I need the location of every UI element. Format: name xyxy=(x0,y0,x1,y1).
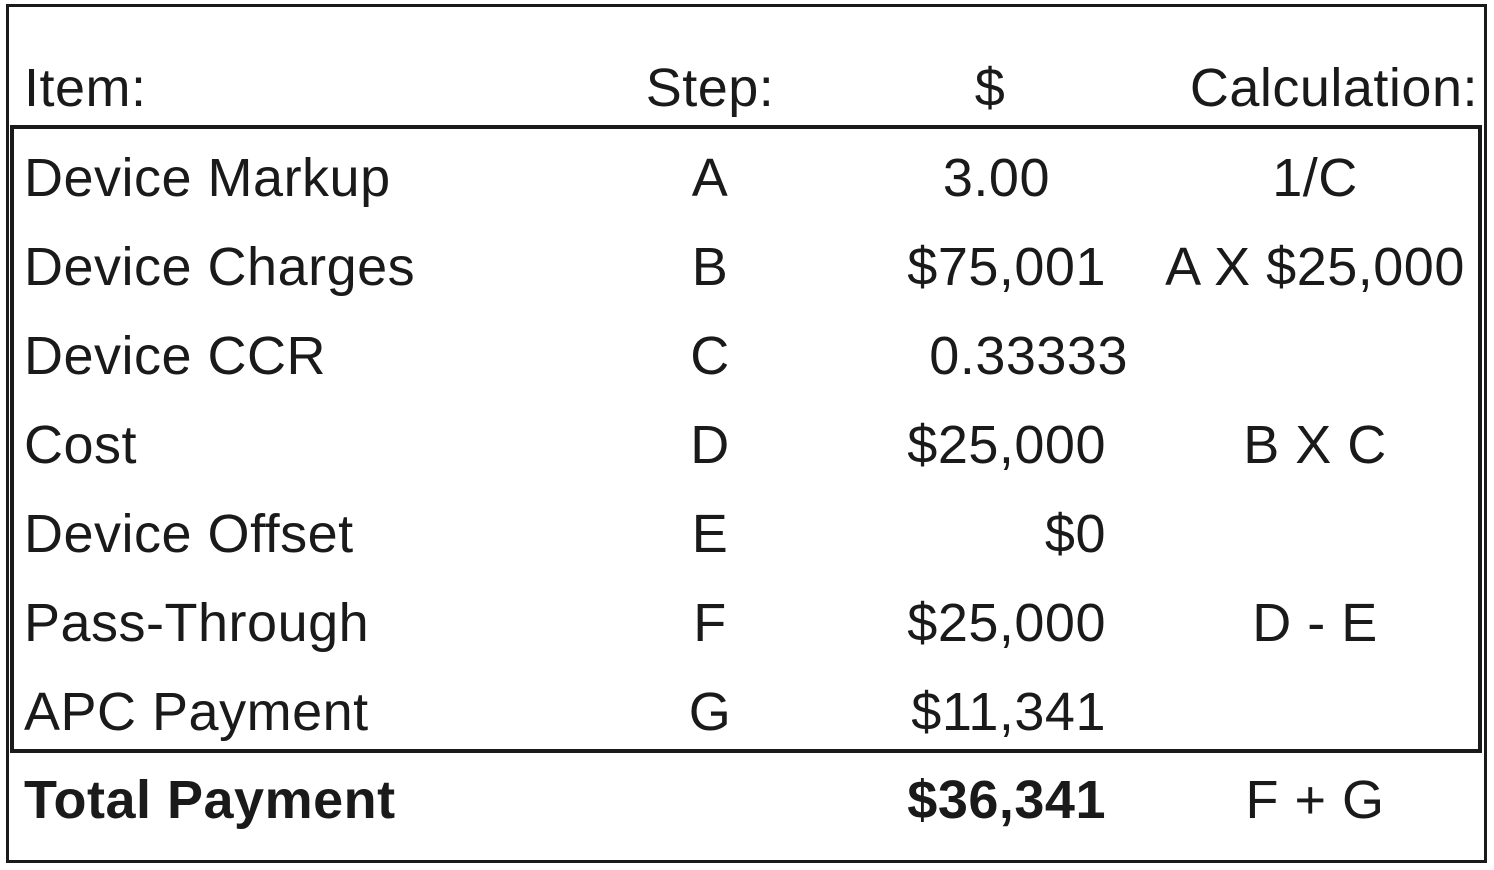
row-calculation: B X C xyxy=(1243,415,1387,475)
row-item: APC Payment xyxy=(24,682,369,742)
row-item: Pass-Through xyxy=(24,593,370,653)
row-calculation: A X $25,000 xyxy=(1165,237,1465,297)
row-item: Device Markup xyxy=(24,148,391,208)
row-amount: $11,341 xyxy=(911,682,1106,742)
table-row xyxy=(0,583,1494,663)
row-calculation xyxy=(1150,494,1480,574)
row-amount: $25,000 xyxy=(907,593,1106,653)
header-item: Item: xyxy=(24,58,147,118)
row-amount: 3.00 xyxy=(942,148,1050,208)
row-amount: $75,001 xyxy=(907,237,1106,297)
header-step: Step: xyxy=(645,58,775,118)
row-amount: $25,000 xyxy=(907,415,1106,475)
table-row xyxy=(0,494,1494,574)
row-step: E xyxy=(691,504,729,564)
header-row xyxy=(0,48,1494,128)
table-row xyxy=(0,405,1494,485)
total-row xyxy=(0,760,1494,840)
row-item: Device Charges xyxy=(24,237,416,297)
header-amount: $ xyxy=(974,58,1006,118)
row-calculation xyxy=(1150,672,1480,752)
row-item: Cost xyxy=(24,415,138,475)
header-calculation: Calculation: xyxy=(1189,58,1478,118)
row-step: G xyxy=(688,682,732,742)
total-item: Total Payment xyxy=(24,770,396,830)
table-row xyxy=(0,227,1494,307)
row-item: Device Offset xyxy=(24,504,354,564)
total-calculation: F + G xyxy=(1245,770,1385,830)
row-step: C xyxy=(690,326,730,386)
row-item: Device CCR xyxy=(24,326,327,386)
row-step: F xyxy=(693,593,727,653)
table-row xyxy=(0,138,1494,218)
row-amount: 0.33333 xyxy=(929,326,1128,386)
row-calculation: 1/C xyxy=(1272,148,1358,208)
row-step: A xyxy=(691,148,729,208)
total-step xyxy=(650,760,770,840)
table-row xyxy=(0,672,1494,752)
row-step: B xyxy=(691,237,729,297)
row-step: D xyxy=(690,415,730,475)
total-amount: $36,341 xyxy=(907,770,1106,830)
row-calculation xyxy=(1150,316,1480,396)
table-row xyxy=(0,316,1494,396)
row-amount: $0 xyxy=(1044,504,1106,564)
row-calculation: D - E xyxy=(1252,593,1378,653)
